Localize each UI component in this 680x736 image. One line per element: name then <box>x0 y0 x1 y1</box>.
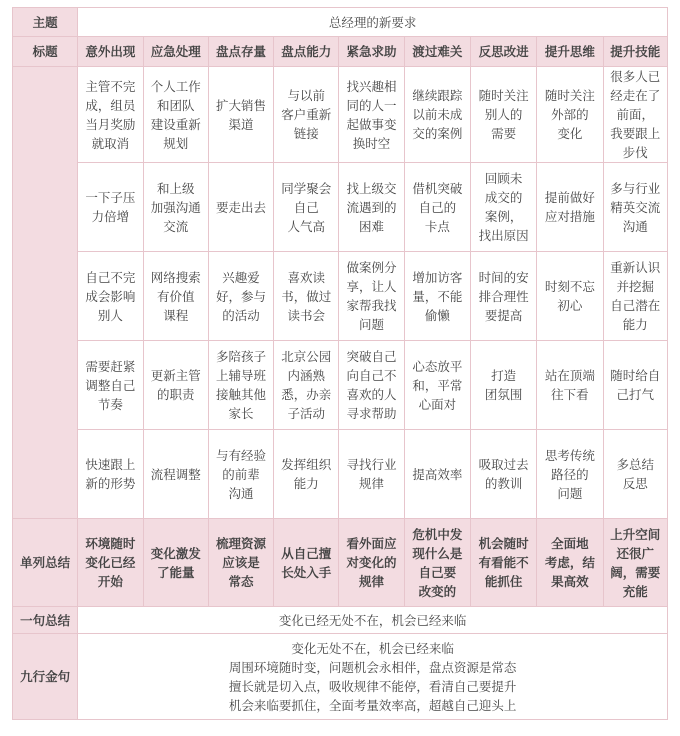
column-header: 盘点存量 <box>208 37 273 67</box>
summary-cell: 从自己擅 长处入手 <box>274 519 339 607</box>
summary-cell: 上升空间 还很广 阔，需要 充能 <box>603 519 667 607</box>
content-cell: 时间的安 排合理性 要提高 <box>470 252 536 341</box>
column-header: 提升思维 <box>537 37 603 67</box>
content-cell: 同学聚会 自己 人气高 <box>274 163 339 252</box>
content-cell: 做案例分 享，让人 家帮我找 问题 <box>339 252 404 341</box>
content-cell: 多与行业 精英交流 沟通 <box>603 163 667 252</box>
theme-label: 主题 <box>13 8 78 37</box>
content-cell: 心态放平 和，平常 心面对 <box>404 341 470 430</box>
content-cell: 时刻不忘 初心 <box>537 252 603 341</box>
content-cell: 打造 团氛围 <box>470 341 536 430</box>
content-cell: 主管不完 成，组员 当月奖励 就取消 <box>78 67 143 163</box>
content-cell: 网络搜索 有价值 课程 <box>143 252 208 341</box>
summary-cell: 危机中发 现什么是 自己要 改变的 <box>404 519 470 607</box>
content-cell: 更新主管 的职责 <box>143 341 208 430</box>
sentence-label: 一句总结 <box>13 607 78 634</box>
content-cell: 多陪孩子 上辅导班 接触其他 家长 <box>208 341 273 430</box>
content-cell: 自己不完 成会影响 别人 <box>78 252 143 341</box>
content-label-spacer <box>13 67 78 519</box>
content-cell: 提高效率 <box>404 430 470 519</box>
header-label: 标题 <box>13 37 78 67</box>
summary-cell: 全面地 考虑，结 果高效 <box>537 519 603 607</box>
content-cell: 寻找行业 规律 <box>339 430 404 519</box>
content-cell: 喜欢读 书，做过 读书会 <box>274 252 339 341</box>
content-cell: 提前做好 应对措施 <box>537 163 603 252</box>
content-cell: 突破自己 向自己不 喜欢的人 寻求帮助 <box>339 341 404 430</box>
verse-label: 九行金句 <box>13 634 78 720</box>
summary-cell: 看外面应 对变化的 规律 <box>339 519 404 607</box>
content-cell: 很多人已 经走在了 前面， 我要跟上 步伐 <box>603 67 667 163</box>
column-header: 渡过难关 <box>404 37 470 67</box>
summary-cell: 机会随时 有看能不 能抓住 <box>470 519 536 607</box>
content-cell: 随时给自 己打气 <box>603 341 667 430</box>
column-header: 盘点能力 <box>274 37 339 67</box>
one-sentence-summary: 变化已经无处不在，机会已经来临 <box>78 607 668 634</box>
verse-line: 机会来临要抓住，全面考量效率高，超越自己迎头上 <box>228 697 517 713</box>
column-header: 意外出现 <box>78 37 143 67</box>
summary-label: 单列总结 <box>13 519 78 607</box>
content-cell: 要走出去 <box>208 163 273 252</box>
summary-cell: 变化激发 了能量 <box>143 519 208 607</box>
content-cell: 需要赶紧 调整自己 节奏 <box>78 341 143 430</box>
content-cell: 随时关注 别人的 需要 <box>470 67 536 163</box>
column-header: 紧急求助 <box>339 37 404 67</box>
column-header: 提升技能 <box>603 37 667 67</box>
content-cell: 站在顶端 往下看 <box>537 341 603 430</box>
verse-line: 擅长就是切入点，吸收规律不能停，看清自己要提升 <box>228 678 517 694</box>
content-cell: 重新认识 并挖掘 自己潜在 能力 <box>603 252 667 341</box>
mind-map-table <box>12 7 668 720</box>
content-cell: 一下子压 力倍增 <box>78 163 143 252</box>
column-header: 反思改进 <box>470 37 536 67</box>
content-cell: 与以前 客户重新 链接 <box>274 67 339 163</box>
content-cell: 找上级交 流遇到的 困难 <box>339 163 404 252</box>
content-cell: 发挥组织 能力 <box>274 430 339 519</box>
content-cell: 与有经验 的前辈 沟通 <box>208 430 273 519</box>
content-cell: 思考传统 路径的 问题 <box>537 430 603 519</box>
content-cell: 和上级 加强沟通 交流 <box>143 163 208 252</box>
content-cell: 借机突破 自己的 卡点 <box>404 163 470 252</box>
main-title: 总经理的新要求 <box>78 8 668 37</box>
summary-cell: 环境随时 变化已经 开始 <box>78 519 143 607</box>
nine-line-verse <box>78 634 668 720</box>
column-header: 应急处理 <box>143 37 208 67</box>
content-cell: 快速跟上 新的形势 <box>78 430 143 519</box>
content-cell: 流程调整 <box>143 430 208 519</box>
content-cell: 北京公园 内涵熟 悉，办亲 子活动 <box>274 341 339 430</box>
content-cell: 吸取过去 的教训 <box>470 430 536 519</box>
content-cell: 回顾未 成交的 案例， 找出原因 <box>470 163 536 252</box>
content-cell: 多总结 反思 <box>603 430 667 519</box>
content-cell: 找兴趣相 同的人一 起做事变 换时空 <box>339 67 404 163</box>
verse-line: 变化无处不在，机会已经来临 <box>291 640 454 656</box>
content-cell: 继续跟踪 以前未成 交的案例 <box>404 67 470 163</box>
content-cell: 个人工作 和团队 建设重新 规划 <box>143 67 208 163</box>
content-cell: 兴趣爱 好，参与 的活动 <box>208 252 273 341</box>
summary-cell: 梳理资源 应该是 常态 <box>208 519 273 607</box>
content-cell: 随时关注 外部的 变化 <box>537 67 603 163</box>
verse-line: 周围环境随时变，问题机会永相伴，盘点资源是常态 <box>228 659 517 675</box>
content-cell: 扩大销售 渠道 <box>208 67 273 163</box>
content-cell: 增加访客 量，不能 偷懒 <box>404 252 470 341</box>
